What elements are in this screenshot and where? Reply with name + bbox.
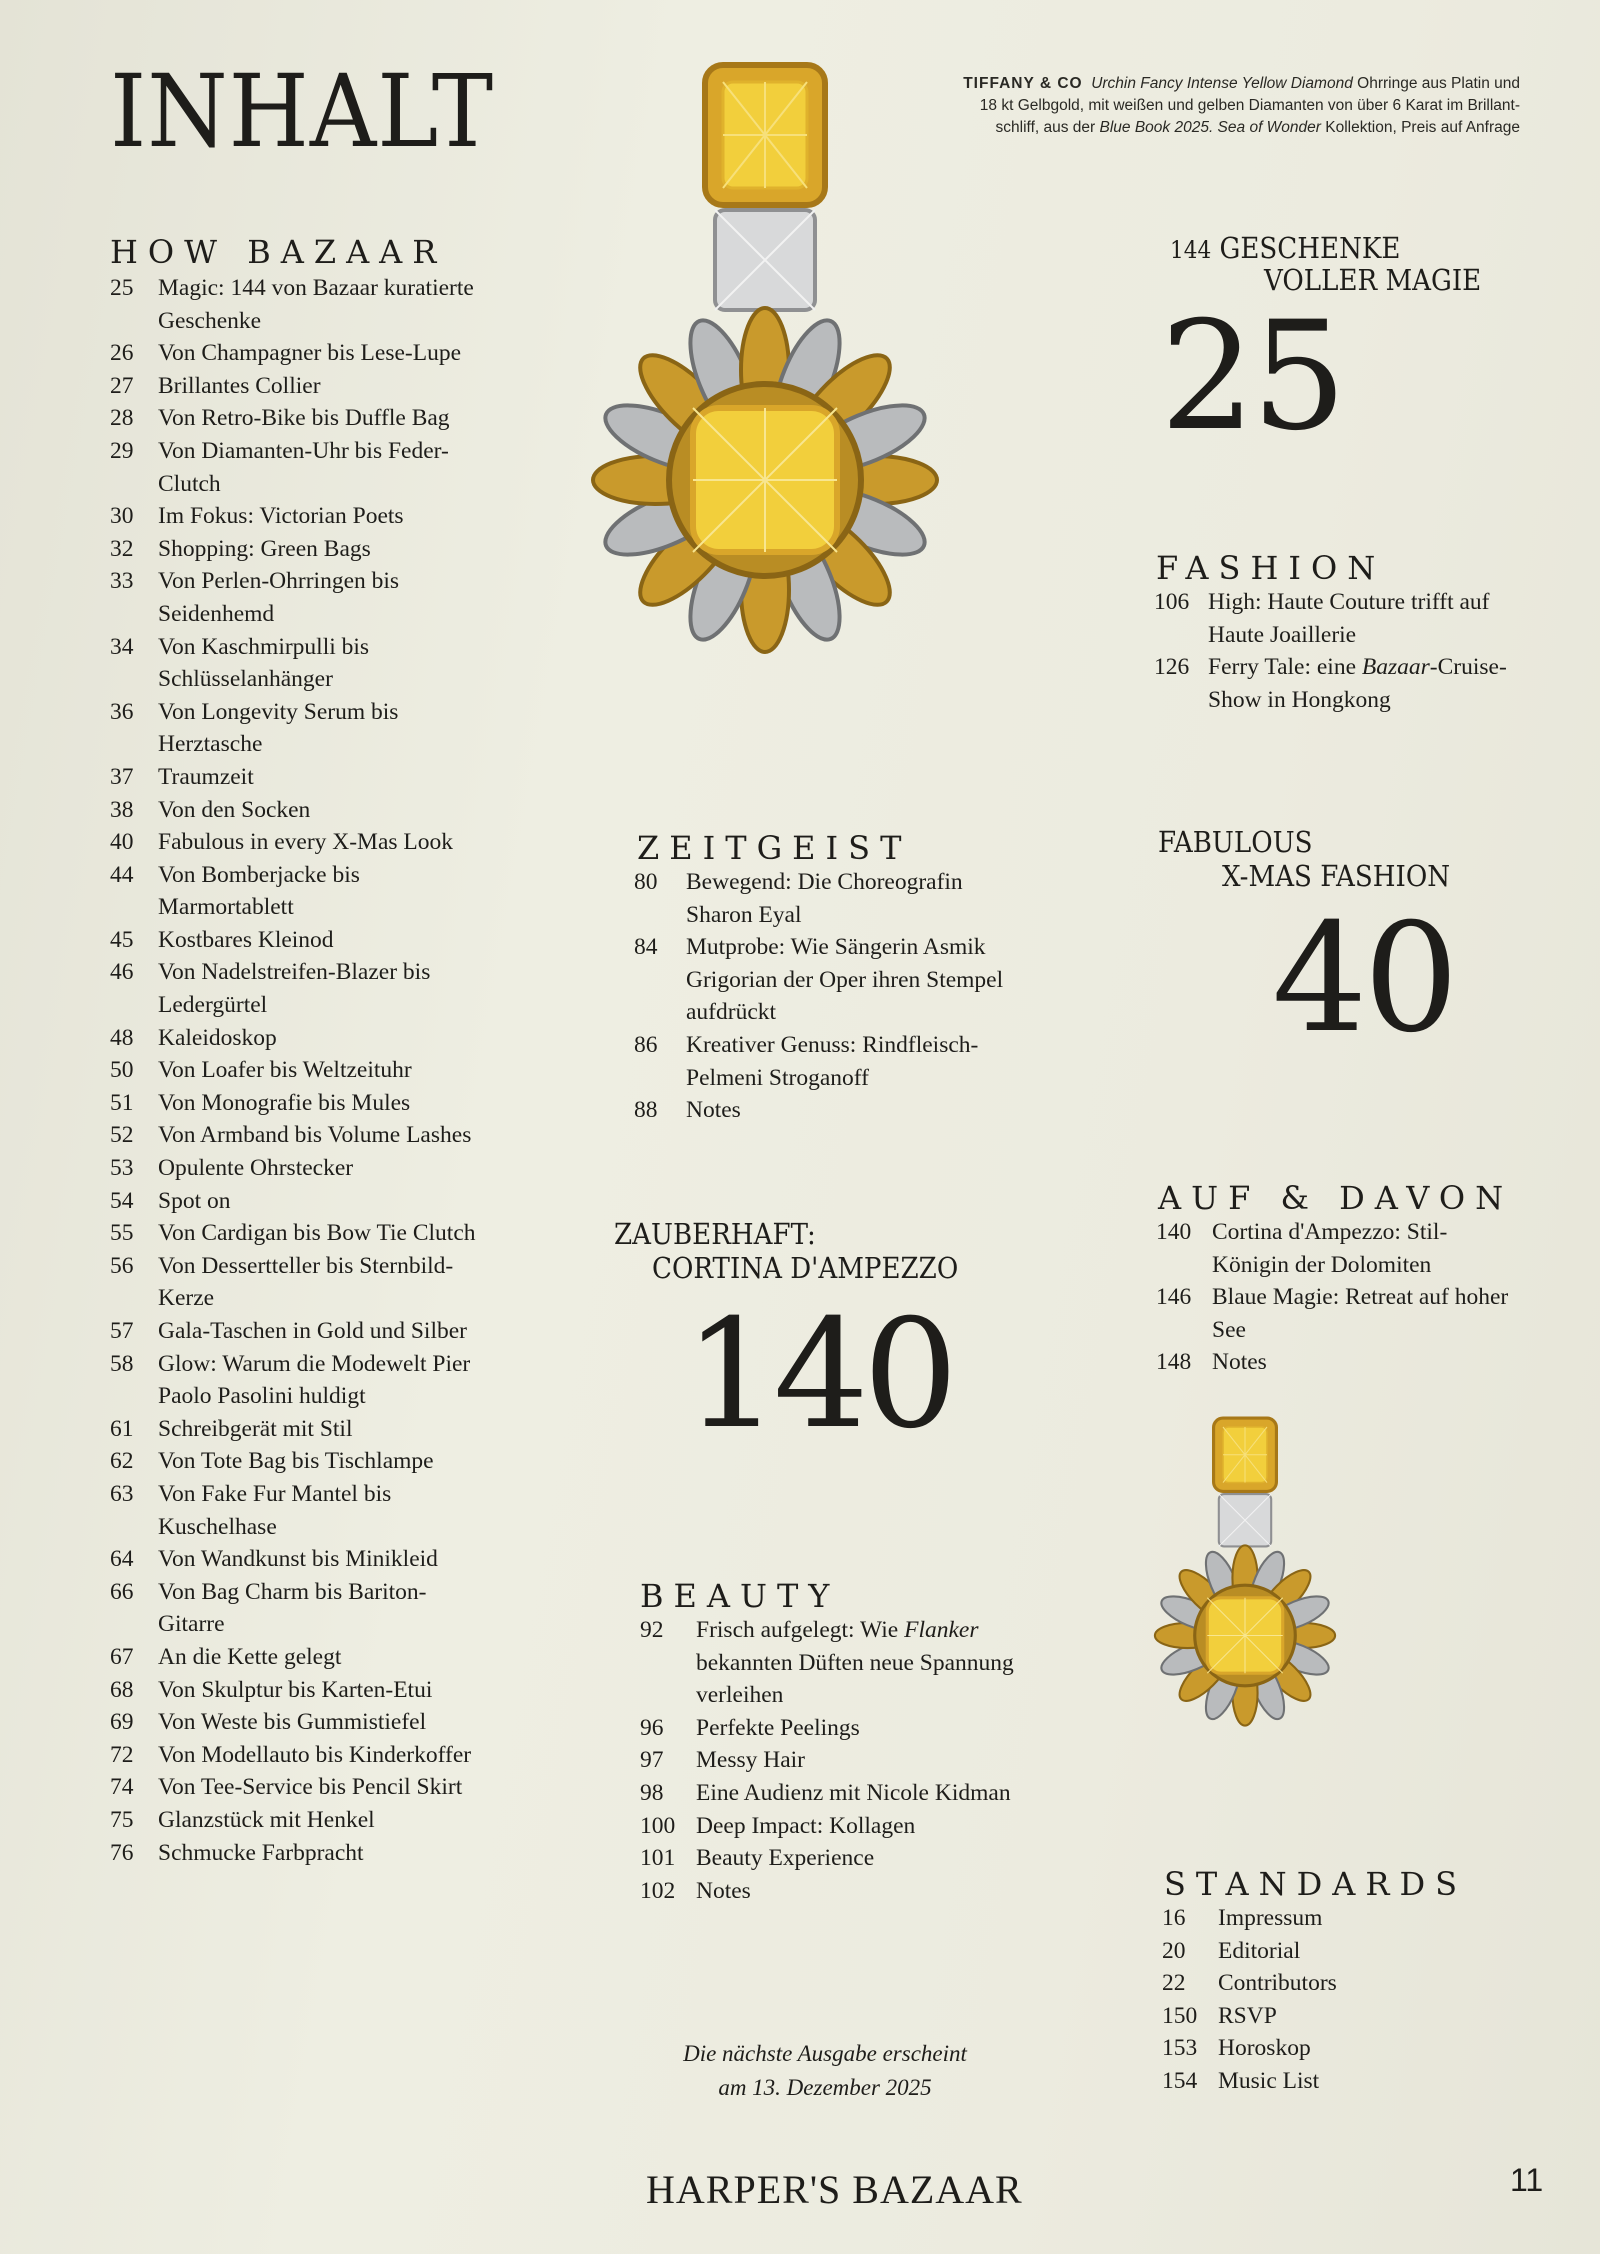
toc-page-number: 64	[110, 1546, 134, 1573]
toc-entry-title: Von Tote Bag bis Tischlampe	[158, 1448, 434, 1475]
toc-page-number: 80	[634, 869, 658, 895]
page-number: 11	[1510, 2162, 1544, 2198]
toc-entry-title: Notes	[686, 1097, 741, 1124]
toc-entry-title: Glow: Warum die Modewelt Pier Paolo Pasolini huldigt	[158, 1350, 471, 1410]
toc-entry	[110, 956, 490, 1021]
toc-page-number: 52	[110, 1122, 134, 1149]
toc-entry-title: Glanzstück mit Henkel	[158, 1806, 375, 1833]
toc-page-number: 153	[1162, 2035, 1198, 2062]
promo-xmas-number: 40	[1272, 892, 1455, 1066]
toc-entry-title: Beauty Experience	[696, 1845, 875, 1872]
toc-entry-title: Von Wandkunst bis Minikleid	[158, 1546, 438, 1573]
toc-entry-title-part: -Cruise-Show in Hongkong	[1208, 654, 1507, 713]
toc-entry-title: Shopping: Green Bags	[158, 535, 371, 562]
toc-page-number: 40	[110, 829, 134, 856]
toc-entry	[640, 1810, 1040, 1843]
toc-entry-title: Spot on	[158, 1187, 231, 1214]
toc-entry	[634, 1094, 1034, 1127]
caption-text-1: Ohrringe aus Platin und	[1357, 75, 1520, 92]
toc-page-number: 96	[640, 1714, 664, 1741]
promo-gifts-line1	[1170, 232, 1400, 267]
toc-entry-title: Von Loafer bis Weltzeituhr	[158, 1057, 412, 1084]
toc-entry	[110, 1087, 490, 1120]
toc-entry-title: Schmucke Farbpracht	[158, 1839, 364, 1866]
toc-page-number: 26	[110, 340, 134, 367]
toc-entry-title	[1208, 651, 1514, 716]
toc-entry	[110, 435, 490, 500]
toc-page-number: 97	[640, 1747, 664, 1774]
toc-entry	[634, 866, 1034, 931]
toc-entry-title: Traumzeit	[158, 763, 254, 790]
toc-entry	[640, 1875, 1040, 1908]
toc-list-standards	[1162, 1902, 1492, 2098]
toc-entry	[110, 1348, 490, 1413]
section-heading-zeitgeist: ZEITGEIST	[637, 829, 912, 867]
toc-entry	[110, 1119, 490, 1152]
toc-entry	[110, 1739, 490, 1772]
toc-entry-title: Opulente Ohrstecker	[158, 1155, 354, 1182]
toc-page-number: 154	[1162, 2067, 1198, 2094]
toc-entry	[110, 1837, 490, 1870]
section-heading-fashion: FASHION	[1156, 549, 1386, 587]
toc-entry-title: Music List	[1218, 2067, 1320, 2094]
toc-entry	[634, 1029, 1034, 1094]
caption-text-4: Kollektion, Preis auf Anfrage	[1325, 119, 1520, 136]
toc-page-number: 32	[110, 535, 134, 562]
toc-entry	[110, 1445, 490, 1478]
toc-page-number: 140	[1156, 1219, 1192, 1245]
toc-entry	[640, 1777, 1040, 1810]
toc-page-number: 16	[1162, 1905, 1186, 1931]
toc-page-number: 126	[1154, 654, 1190, 681]
toc-page-number: 106	[1154, 589, 1190, 615]
toc-entry-title: Von Champagner bis Lese-Lupe	[158, 340, 462, 367]
toc-entry-title: Kreativer Genuss: Rindfleisch-Pelmeni Stroganoff	[686, 1031, 979, 1091]
toc-page-number: 48	[110, 1024, 134, 1051]
toc-entry-title: Eine Audienz mit Nicole Kidman	[696, 1779, 1011, 1806]
toc-entry-title: Von den Socken	[158, 796, 311, 823]
toc-page-number: 84	[634, 934, 658, 961]
toc-entry-title: Von Weste bis Gummistiefel	[158, 1709, 427, 1736]
toc-entry	[1154, 651, 1514, 716]
toc-entry-title: Bewegend: Die Choreografin Sharon Eyal	[686, 869, 963, 928]
toc-entry	[1162, 2000, 1492, 2033]
toc-entry	[110, 761, 490, 794]
toc-page-number: 76	[110, 1839, 134, 1866]
caption-text-3: schliff, aus der	[995, 119, 1096, 136]
toc-page-number: 51	[110, 1089, 134, 1116]
toc-list-auf-davon	[1156, 1216, 1516, 1379]
promo-cortina-line2: CORTINA D'AMPEZZO	[652, 1251, 959, 1285]
toc-entry-title: An die Kette gelegt	[158, 1643, 342, 1670]
toc-page-number: 67	[110, 1643, 134, 1670]
toc-entry	[110, 631, 490, 696]
toc-entry-title: Perfekte Peelings	[696, 1714, 860, 1741]
toc-entry	[1162, 1902, 1492, 1935]
toc-list-zeitgeist	[634, 866, 1034, 1127]
toc-page-number: 88	[634, 1097, 658, 1124]
toc-entry-title	[696, 1614, 1040, 1712]
toc-entry-title: Von Skulptur bis Karten-Etui	[158, 1676, 433, 1703]
toc-entry-title: Gala-Taschen in Gold und Silber	[158, 1318, 467, 1344]
toc-page-number: 30	[110, 503, 134, 530]
toc-list-beauty	[640, 1614, 1040, 1907]
toc-page-number: 62	[110, 1448, 134, 1475]
toc-entry-title: Magic: 144 von Bazaar kuratierte Geschenke	[158, 275, 474, 334]
toc-entry	[1156, 1346, 1516, 1379]
toc-entry	[110, 696, 490, 761]
footer-brand: HARPER'S BAZAAR	[646, 2167, 1023, 2212]
toc-page-number: 22	[1162, 1970, 1186, 1997]
toc-page-number: 72	[110, 1741, 134, 1768]
next-issue-note	[640, 2037, 1010, 2105]
toc-entry	[110, 1804, 490, 1837]
page-title: INHALT	[110, 53, 494, 170]
toc-page-number: 102	[640, 1877, 676, 1904]
toc-entry-title: Mutprobe: Wie Sängerin Asmik Grigorian der Oper ihren Stempel aufdrückt	[686, 934, 1004, 1026]
toc-entry-title-part: Ferry Tale: eine	[1208, 654, 1356, 681]
toc-page-number: 29	[110, 437, 134, 464]
toc-page-number: 44	[110, 861, 134, 888]
toc-entry-title: Von Tee-Service bis Pencil Skirt	[158, 1774, 463, 1801]
toc-entry	[110, 1217, 490, 1250]
toc-page-number: 33	[110, 568, 134, 595]
toc-entry-title: Schreibgerät mit Stil	[158, 1415, 353, 1442]
section-heading-standards: STANDARDS	[1164, 1865, 1468, 1903]
promo-cortina-line1: ZAUBERHAFT:	[614, 1217, 816, 1251]
caption-product: Urchin Fancy Intense Yellow Diamond	[1091, 75, 1353, 92]
toc-page-number: 46	[110, 959, 134, 986]
toc-entry	[110, 859, 490, 924]
toc-entry	[110, 1250, 490, 1315]
toc-page-number: 50	[110, 1057, 134, 1084]
toc-entry-title: Von Diamanten-Uhr bis Feder-Clutch	[158, 437, 449, 497]
toc-page-number: 34	[110, 633, 134, 660]
toc-entry	[1154, 586, 1514, 651]
toc-entry	[640, 1712, 1040, 1745]
toc-page-number: 66	[110, 1578, 134, 1605]
toc-entry-title: Von Kaschmirpulli bis Schlüsselanhänger	[158, 633, 370, 693]
toc-entry	[110, 402, 490, 435]
toc-page-number: 53	[110, 1155, 134, 1182]
toc-page-number: 61	[110, 1415, 134, 1442]
toc-entry-title: Von Retro-Bike bis Duffle Bag	[158, 405, 450, 432]
toc-entry-title: Deep Impact: Kollagen	[696, 1812, 916, 1839]
caption-brand: TIFFANY & CO	[963, 75, 1083, 92]
toc-entry-title: Kaleidoskop	[158, 1024, 277, 1051]
toc-entry-title: Von Bomberjacke bis Marmortablett	[158, 861, 360, 921]
toc-entry	[110, 533, 490, 566]
toc-page-number: 45	[110, 926, 134, 953]
toc-entry	[110, 337, 490, 370]
toc-entry-title: Von Fake Fur Mantel bis Kuschelhase	[158, 1480, 392, 1540]
toc-entry	[110, 1543, 490, 1576]
promo-gifts-title1: GESCHENKE	[1219, 231, 1401, 265]
diamond-earring-icon-small	[1135, 1415, 1355, 1835]
toc-entry	[1156, 1216, 1516, 1281]
toc-entry-title: Contributors	[1218, 1970, 1337, 1997]
toc-entry	[110, 1576, 490, 1641]
toc-page-number: 63	[110, 1480, 134, 1507]
toc-page-number: 68	[110, 1676, 134, 1703]
toc-entry-title: Von Cardigan bis Bow Tie Clutch	[158, 1220, 476, 1247]
promo-cortina-number: 140	[684, 1288, 953, 1462]
toc-entry	[110, 272, 490, 337]
toc-entry	[110, 1152, 490, 1185]
toc-entry-title: Von Armband bis Volume Lashes	[158, 1122, 472, 1149]
toc-entry-title: Von Dessertteller bis Sternbild-Kerze	[158, 1252, 454, 1312]
toc-page-number: 150	[1162, 2002, 1198, 2029]
toc-entry-title: Von Bag Charm bis Bariton-Gitarre	[158, 1578, 427, 1638]
next-issue-line2: am 13. Dezember 2025	[718, 2075, 932, 2100]
toc-page-number: 27	[110, 372, 134, 399]
toc-page-number: 148	[1156, 1349, 1192, 1376]
toc-entry	[110, 1641, 490, 1674]
toc-page-number: 100	[640, 1812, 676, 1839]
promo-gifts-line2: VOLLER MAGIE	[1264, 263, 1482, 297]
promo-xmas-line2: X-MAS FASHION	[1222, 859, 1451, 893]
toc-entry	[110, 500, 490, 533]
toc-page-number: 69	[110, 1709, 134, 1736]
toc-page-number: 101	[640, 1845, 676, 1872]
toc-entry	[640, 1744, 1040, 1777]
toc-entry-title-part: bekannten Düften neue Spannung verleihen	[696, 1649, 1014, 1709]
toc-entry-title: Von Longevity Serum bis Herztasche	[158, 698, 399, 758]
next-issue-line1: Die nächste Ausgabe erscheint	[683, 2041, 967, 2066]
promo-xmas-line1: FABULOUS	[1158, 825, 1313, 859]
toc-entry	[110, 1185, 490, 1218]
toc-entry	[110, 1674, 490, 1707]
toc-entry	[1162, 1935, 1492, 1968]
toc-entry-title: Von Modellauto bis Kinderkoffer	[158, 1741, 472, 1768]
toc-entry-title: Blaue Magie: Retreat auf hoher See	[1212, 1284, 1509, 1343]
caption-collection: Blue Book 2025. Sea of Wonder	[1099, 119, 1321, 136]
toc-entry	[1162, 1967, 1492, 2000]
diamond-earring-icon	[555, 60, 975, 720]
toc-entry-title: Horoskop	[1218, 2035, 1311, 2062]
toc-page-number: 28	[110, 405, 134, 432]
toc-entry	[110, 370, 490, 403]
toc-entry	[1162, 2032, 1492, 2065]
toc-entry-title: Fabulous in every X-Mas Look	[158, 829, 454, 856]
toc-page-number: 92	[640, 1617, 664, 1643]
promo-gifts-prefix: 144	[1170, 236, 1212, 264]
toc-entry	[1162, 2065, 1492, 2098]
toc-entry	[110, 924, 490, 957]
promo-gifts-number: 25	[1160, 290, 1343, 464]
toc-entry-title: Von Monografie bis Mules	[158, 1089, 411, 1116]
toc-entry	[640, 1842, 1040, 1875]
toc-page-number: 98	[640, 1779, 664, 1806]
toc-page-number: 20	[1162, 1937, 1186, 1964]
toc-entry-title: Von Nadelstreifen-Blazer bis Ledergürtel	[158, 959, 431, 1019]
toc-entry-title: Editorial	[1218, 1937, 1301, 1964]
toc-entry	[640, 1614, 1040, 1712]
toc-page-number: 37	[110, 763, 134, 790]
toc-entry	[110, 826, 490, 859]
toc-entry-title: Notes	[696, 1877, 751, 1904]
toc-entry-title: Kostbares Kleinod	[158, 926, 334, 953]
toc-list-fashion	[1154, 586, 1514, 716]
toc-entry-title: Impressum	[1218, 1905, 1323, 1931]
toc-entry	[110, 1706, 490, 1739]
toc-entry	[110, 1771, 490, 1804]
toc-page-number: 55	[110, 1220, 134, 1247]
toc-entry-title: Messy Hair	[696, 1747, 805, 1774]
toc-page-number: 25	[110, 275, 134, 301]
toc-entry	[110, 565, 490, 630]
toc-page-number: 58	[110, 1350, 134, 1377]
toc-entry-title: Brillantes Collier	[158, 372, 321, 399]
toc-entry	[634, 931, 1034, 1029]
toc-entry-title-emphasis: Bazaar	[1361, 654, 1430, 681]
section-heading-beauty: BEAUTY	[640, 1577, 840, 1615]
toc-page-number: 38	[110, 796, 134, 823]
toc-entry-title-part: Frisch aufgelegt: Wie	[696, 1617, 899, 1643]
toc-page-number: 57	[110, 1318, 134, 1344]
toc-entry-title: Notes	[1212, 1349, 1267, 1376]
toc-entry	[1156, 1281, 1516, 1346]
toc-entry-title: Cortina d'Ampezzo: Stil-Königin der Dolomiten	[1212, 1219, 1448, 1278]
toc-page-number: 146	[1156, 1284, 1192, 1311]
toc-entry-title: High: Haute Couture trifft auf Haute Joaillerie	[1208, 589, 1490, 648]
toc-page-number: 36	[110, 698, 134, 725]
toc-entry	[110, 794, 490, 827]
toc-entry	[110, 1054, 490, 1087]
toc-entry	[110, 1478, 490, 1543]
toc-page-number: 56	[110, 1252, 134, 1279]
toc-entry	[110, 1315, 490, 1348]
toc-entry-title: Im Fokus: Victorian Poets	[158, 503, 404, 530]
toc-entry	[110, 1022, 490, 1055]
toc-list-how-bazaar	[110, 272, 490, 1869]
toc-entry-title-emphasis: Flanker	[904, 1617, 979, 1643]
toc-page-number: 86	[634, 1031, 658, 1058]
section-heading-how-bazaar: HOW BAZAAR	[110, 233, 447, 271]
toc-entry-title: Von Perlen-Ohrringen bis Seidenhemd	[158, 568, 400, 627]
toc-entry-title: RSVP	[1218, 2002, 1277, 2029]
toc-page-number: 75	[110, 1806, 134, 1833]
toc-entry	[110, 1413, 490, 1446]
section-heading-auf-davon: AUF & DAVON	[1158, 1179, 1514, 1217]
caption-text-2: 18 kt Gelbgold, mit weißen und gelben Diamanten von über 6 Karat im Brillant-	[979, 97, 1520, 114]
toc-page-number: 54	[110, 1187, 134, 1214]
toc-page-number: 74	[110, 1774, 134, 1801]
